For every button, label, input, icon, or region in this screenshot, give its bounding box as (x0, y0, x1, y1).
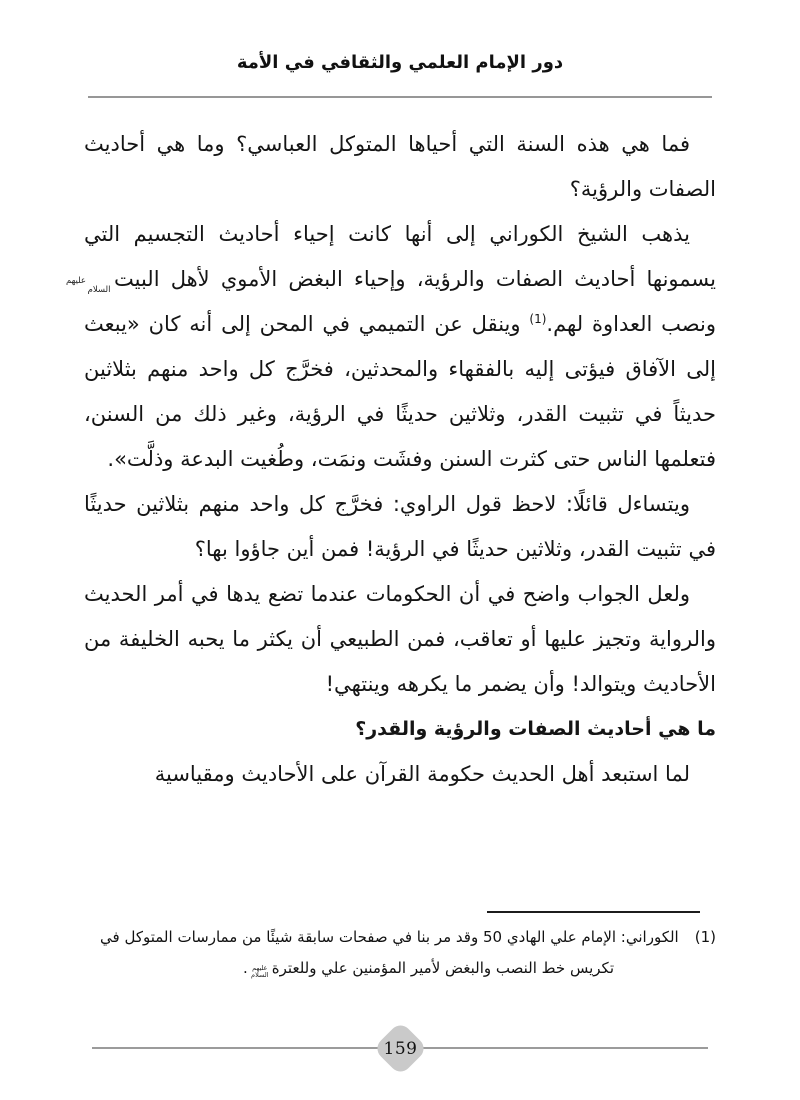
section-heading: ما هي أحاديث الصفات والرؤية والقدر؟ (355, 718, 716, 740)
paragraph (65, 212, 716, 482)
footnote-line (84, 953, 614, 984)
footnote-block (84, 922, 716, 984)
footnote-line (84, 922, 716, 953)
footnote-text: . (243, 959, 248, 977)
page-footer (92, 1020, 708, 1076)
paragraph: ويتساءل قائلًا: لاحظ قول الراوي: فخرَّج كل واحد منهم بثلاثين حديثًا في تثبيت القدر، وثلاثين حديثًا في الرؤية! فمن أين جاؤوا بها؟ (84, 492, 716, 561)
footnote-text: الكوراني: الإمام علي الهادي 50 وقد مر بنا في صفحات سابقة شيئًا من ممارسات المتوكل في (100, 928, 679, 946)
paragraph: فما هي هذه السنة التي أحياها المتوكل العباسي؟ وما هي أحاديث الصفات والرؤية؟ (84, 132, 716, 201)
footnote-number: (1) (694, 928, 716, 946)
paragraph-text: وينقل عن التميمي في المحن إلى أنه كان «يبعث إلى الآفاق فيؤتى إليه بالفقهاء والمحدثين، فخرَّج كل واحد منهم بثلاثين حديثاً في تثبيت القدر، وثلاثين حديثًا في الرؤية، وغير ذلك من السنن، فتعلمها الناس حتى كثرت السنن وفشَت ونمَت، وطُغيت البدعة وذلَّت». (84, 312, 716, 471)
paragraph-text: ونصب العداوة لهم. (546, 312, 716, 336)
running-header-title: دور الإمام العلمي والثقافي في الأمة (236, 52, 564, 73)
footer-rule-left (92, 1047, 380, 1049)
paragraph-text: يذهب الشيخ الكوراني إلى أنها كانت إحياء أحاديث التجسيم التي يسمونها أحاديث الصفات والرؤية، وإحياء البغض الأموي لأهل البيت (84, 222, 716, 291)
ahl-albayt-honorific-icon: عليهم السلام (65, 275, 111, 295)
footer-rule-right (421, 1047, 709, 1049)
footnote-reference-marker: (1) (529, 312, 547, 326)
page-number: 159 (383, 1038, 417, 1059)
page-number-badge (372, 1020, 427, 1075)
page-body-text (65, 122, 716, 797)
header-rule (88, 96, 712, 98)
footnote-text: تكريس خط النصب والبغض لأمير المؤمنين علي وللعترة (271, 959, 614, 977)
paragraph: لما استبعد أهل الحديث حكومة القرآن على الأحاديث ومقياسية (154, 762, 690, 786)
itra-honorific-icon: عليهم السلام (251, 963, 269, 979)
footnote-separator-rule (487, 911, 700, 913)
paragraph: ولعل الجواب واضح في أن الحكومات عندما تضع يدها في أمر الحديث والرواية وتجيز عليها أو تعاقب، فمن الطبيعي أن يكثر ما يحبه الخليفة من الأحاديث ويتوالد! وأن يضمر ما يكرهه وينتهي! (84, 582, 716, 696)
